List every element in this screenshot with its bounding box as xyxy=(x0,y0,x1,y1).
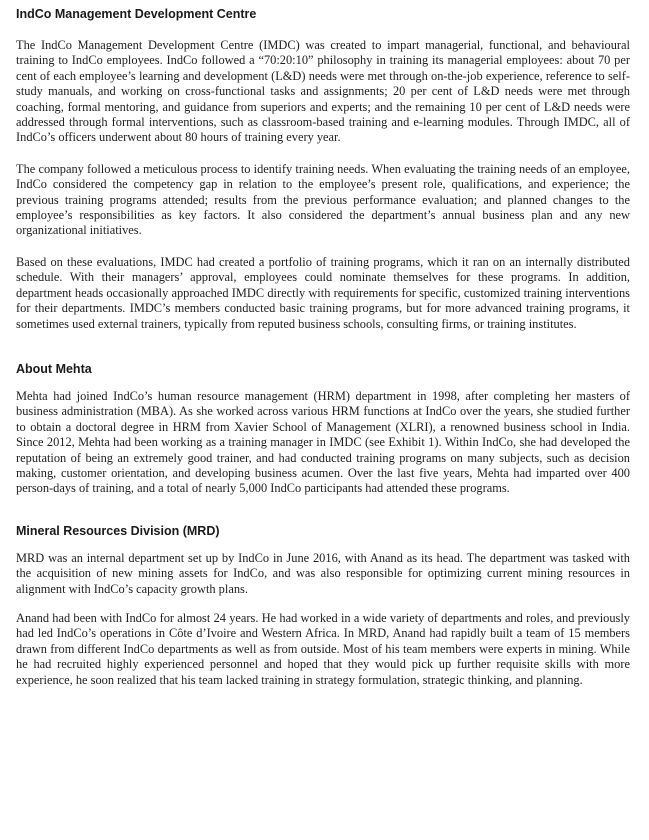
paragraph-mehta-bio: Mehta had joined IndCo’s human resource management (HRM) department in 1998, after completing her masters of business administration (MBA). As she worked across various HRM functions at IndCo over the years, she studied further to obtain a doctoral degree in HRM from Xavier School of Management (XLRI), a renowned business school in India. Since 2012, Mehta had been working as a training manager in IMDC (see Exhibit 1). Within IndCo, she had developed the reputation of being an extremely good trainer, and had conducted training programs on many subjects, such as decision making, customer orientation, and developing business acumen. Over the last five years, Mehta had imparted over 400 person-days of training, and a total of nearly 5,000 IndCo participants had attended these programs. xyxy=(16,388,630,496)
paragraph-mrd-overview: MRD was an internal department set up by IndCo in June 2016, with Anand as its head. The department was tasked with the acquisition of new mining assets for IndCo, and was also responsible for optimizing current mining resources in alignment with IndCo’s capacity growth plans. xyxy=(16,550,630,596)
section-heading-imdc: IndCo Management Development Centre xyxy=(16,7,257,21)
section-heading-mrd: Mineral Resources Division (MRD) xyxy=(16,523,220,538)
paragraph-training-needs: The company followed a meticulous process to identify training needs. When evaluating the training needs of an employee, IndCo considered the competency gap in relation to the employee’s present role, qualifications, and experience; the previous training programs attended; results from the previous performance evaluation; and planned changes to the employee’s responsibilities as key factors. It also considered the department’s annual business plan and any new organizational initiatives. xyxy=(16,161,630,238)
section-heading-about-mehta: About Mehta xyxy=(16,361,92,376)
paragraph-imdc-overview: The IndCo Management Development Centre (IMDC) was created to impart managerial, functional, and behavioural training to IndCo employees. IndCo followed a “70:20:10” philosophy in training its managerial employees: about 70 per cent of each employee’s learning and development (L&D) needs were met through on-the-job experience, reference to self-study manuals, and working on cross-functional tasks and assignments; 20 per cent of L&D needs were met through coaching, formal mentoring, and guidance from superiors and experts; and the remaining 10 per cent of L&D needs were addressed through formal interventions, such as classroom-based training and e-learning modules. Through IMDC, all of IndCo’s officers underwent about 80 hours of training every year. xyxy=(16,38,630,145)
paragraph-anand-bio: Anand had been with IndCo for almost 24 years. He had worked in a wide variety of departments and roles, and previously had led IndCo’s operations in Côte d’Ivoire and Western Africa. In MRD, Anand had rapidly built a team of 15 members drawn from different IndCo departments as well as from outside. Most of his team members were experts in mining. While he had recruited highly experienced personnel and hoped that they would pick up further requisite skills with more experience, he soon realized that his team lacked training in strategy formulation, strategic thinking, and planning. xyxy=(16,610,630,687)
paragraph-training-portfolio: Based on these evaluations, IMDC had created a portfolio of training programs, which it ran on an internally distributed schedule. With their managers’ approval, employees could nominate themselves for these programs. In addition, department heads occasionally approached IMDC directly with requirements for specific, customized training interventions for their departments. IMDC’s members conducted basic training programs, but for more advanced training programs, it sometimes used external trainers, typically from reputed business schools, consulting firms, or training institutes. xyxy=(16,254,630,331)
